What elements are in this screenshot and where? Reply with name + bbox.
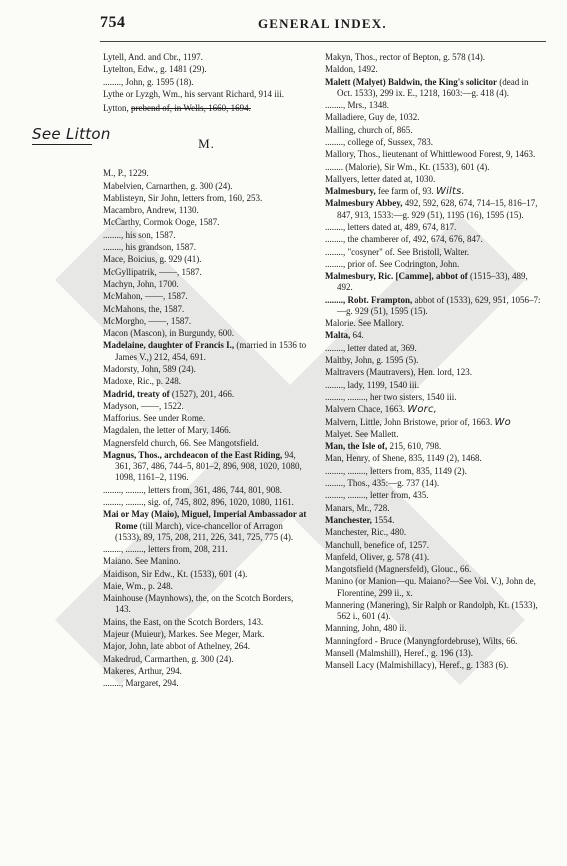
entry-text: ........, his grandson, 1587. (103, 242, 196, 253)
entry-text: ........, prior of. See Codrington, John. (325, 258, 460, 269)
entry-heading: Malmesbury, Ric. [Camme], abbot of (325, 271, 468, 282)
entry-text: Manino (or Manion—qu. Maiano?—See Vol. V.), John de, Florentine, 299 ii., x. (325, 576, 536, 598)
index-entry (325, 330, 545, 341)
entry-text: Mabelvien, Carnarthen, g. 300 (24). (103, 180, 233, 191)
index-entry (325, 64, 545, 75)
index-entry (103, 291, 310, 302)
entry-text: Maidison, Sir Edw., Kt. (1533), 601 (4). (103, 568, 248, 579)
index-entry (325, 648, 545, 659)
index-entry (325, 417, 545, 428)
index-entry (325, 259, 545, 270)
index-entry (103, 413, 310, 424)
entry-text: ........, Thos., 435:—g. 737 (14). (325, 478, 440, 489)
entry-text: Lytelton, Edw., g. 1481 (29). (103, 64, 207, 75)
entry-text: McGyllipatrik, ——, 1587. (103, 266, 202, 277)
index-entry (103, 544, 310, 555)
index-entry (325, 100, 545, 111)
index-entry (325, 380, 545, 391)
entry-text: ........ (Malorie), Sir Wm., Kt. (1533), 601 (4). (325, 161, 490, 172)
index-entry (103, 230, 310, 241)
see-litton-underline (32, 144, 92, 145)
index-entry (103, 569, 310, 580)
index-entry (325, 295, 545, 317)
entry-text: Magnersfeld church, 66. See Mangotsfield. (103, 437, 259, 448)
index-entry (325, 234, 545, 245)
handwritten-note-wilts: Wilts. (435, 186, 465, 198)
entry-text: Manars, Mr., 728. (325, 502, 390, 513)
index-entry (103, 328, 310, 339)
index-entry (325, 660, 545, 671)
index-entry (103, 217, 310, 228)
entry-text: Mains, the East, on the Scotch Borders, 143. (103, 616, 264, 627)
index-entry (103, 509, 310, 543)
entry-text: ........, ........, sig. of, 745, 802, 896, 1020, 1080, 1161. (103, 497, 294, 508)
index-entry (325, 600, 545, 622)
left-column (103, 52, 310, 691)
entry-text: Lytell, And. and Cbr., 1197. (103, 52, 203, 62)
entry-text: Makyn, Thos., rector of Bepton, g. 578 (14). (325, 52, 486, 62)
index-entry (325, 355, 545, 366)
entry-text: Mafforius. See under Rome. (103, 413, 206, 424)
index-entry (325, 490, 545, 501)
entry-text: ........, letters dated at, 489, 674, 817. (325, 221, 457, 232)
index-entry (103, 666, 310, 677)
entry-text: ........, "cosyner" of. See Bristoll, Walter. (325, 246, 470, 257)
entry-text: Mansell (Malmshill), Heref., g. 196 (13). (325, 647, 473, 658)
entry-text: Manningford - Bruce (Manyngfordebruse), Wilts, 66. (325, 635, 518, 646)
index-entry (325, 77, 545, 99)
entry-refs: 64. (350, 330, 364, 341)
index-entry (325, 343, 545, 354)
index-entry (325, 466, 545, 477)
entry-refs: 492, 592, 628, 674, 714–15, 816–17, 847, 913, 1533:—g. 929 (51), 1195 (16), 1595 (15). (337, 198, 538, 220)
entry-text: Maldon, 1492. (325, 64, 378, 75)
entry-text: ........, ........, letter from, 435. (325, 490, 429, 501)
entry-refs: (married in 1536 to James V.,) 212, 454, 691. (115, 340, 307, 362)
entry-heading: Magnus, Thos., archdeacon of the East Riding, (103, 450, 283, 461)
entry-text: Mangotsfield (Magnersfeld), Glouc., 66. (325, 564, 472, 575)
entry-text: Mallyers, letter dated at, 1030. (325, 173, 436, 184)
entry-text: Magdalen, the letter of Mary, 1466. (103, 425, 231, 436)
right-column (325, 52, 545, 673)
entry-text: Madorsty, John, 589 (24). (103, 363, 196, 374)
index-entry (103, 340, 310, 362)
index-entry (325, 623, 545, 634)
entry-text: Malyet. See Mallett. (325, 428, 399, 439)
entry-refs: (till March), vice-chancellor of Arragon (1533), 89, 175, 208, 211, 226, 341, 725, 775 (4). (115, 520, 294, 542)
entry-text: McMahons, the, 1587. (103, 303, 185, 314)
entry-text: ........, letter dated at, 369. (325, 342, 417, 353)
index-entry (325, 576, 545, 598)
entry-text: ........, lady, 1199, 1540 iii. (325, 379, 420, 390)
entry-text: ........, his son, 1587. (103, 229, 176, 240)
index-entry (103, 64, 310, 75)
index-entry (103, 89, 310, 100)
entry-text: Madyson, ——, 1522. (103, 400, 184, 411)
index-entry (325, 137, 545, 148)
index-entry (325, 636, 545, 647)
entry-text: Macambro, Andrew, 1130. (103, 205, 199, 216)
entry-text: Mace, Boicius, g. 929 (41). (103, 254, 202, 265)
page-header (0, 14, 567, 34)
index-entry (103, 438, 310, 449)
index-entry (103, 581, 310, 592)
index-entry (103, 556, 310, 567)
index-entry (103, 364, 310, 375)
index-entry (325, 125, 545, 136)
entry-refs: 1554. (371, 514, 395, 525)
index-entry (325, 174, 545, 185)
handwritten-note-worc: Worc, (407, 404, 438, 416)
entry-text: Manchull, benefice of, 1257. (325, 539, 429, 550)
index-entry (103, 316, 310, 327)
entry-text: Machyn, John, 1700. (103, 278, 179, 289)
entry-text: Malling, church of, 865. (325, 124, 413, 135)
entry-text: McCarthy, Cormok Ooge, 1587. (103, 217, 220, 228)
index-entry (325, 162, 545, 173)
index-entry (325, 186, 545, 197)
entry-text: ........, ........, letters from, 361, 486, 744, 801, 908. (103, 484, 282, 495)
index-entry (103, 401, 310, 412)
index-entry (325, 52, 545, 63)
entry-refs: abbot of (1533), 629, 951, 1056–7:—g. 929 (51), 1595 (15). (337, 294, 541, 316)
entry-text: Makedrud, Carmarthen, g. 300 (24). (103, 653, 234, 664)
index-entry (325, 441, 545, 452)
entry-heading: Malett (Malyet) Baldwin, the King's solicitor (325, 76, 497, 87)
index-entry (325, 515, 545, 526)
index-entry (103, 279, 310, 290)
entry-text: Malvern, Little, John Bristowe, prior of, 1663. (325, 416, 493, 427)
left-top-entries (103, 52, 310, 100)
index-entry (103, 641, 310, 652)
entry-text: Lythe or Lyzgh, Wm., his servant Richard, 914 iii. (103, 88, 285, 99)
index-entry (103, 205, 310, 216)
entry-heading: Man, the Isle of, (325, 441, 388, 452)
entry-text: Mansell Lacy (Malmishillacy), Heref., g. 1383 (6). (325, 660, 509, 671)
entry-text: Mablisteyn, Sir John, letters from, 160, 253. (103, 192, 263, 203)
entry-refs: (1515–33), 489, 492. (337, 271, 528, 293)
entry-text: Maltby, John, g. 1595 (5). (325, 355, 419, 366)
index-entry (325, 112, 545, 123)
entry-text: Malladiere, Guy de, 1032. (325, 112, 420, 123)
entry-heading: Madrid, treaty of (103, 388, 170, 399)
entry-text: M., P., 1229. (103, 168, 149, 179)
entry-refs: (dead in Oct. 1533), 299 ix. E., 1218, 1603:—g. 418 (4). (337, 76, 529, 98)
entry-text: Manchester, Ric., 480. (325, 527, 407, 538)
index-entry (325, 247, 545, 258)
index-entry (103, 450, 310, 484)
entry-text: Manfeld, Oliver, g. 578 (41). (325, 551, 430, 562)
running-head: GENERAL INDEX. (258, 16, 387, 31)
index-entry (103, 678, 310, 689)
entry-text: ........, ........, her two sisters, 1540 iii. (325, 391, 457, 402)
entry-text: Manning, John, 480 ii. (325, 623, 407, 634)
entry-heading: Malmesbury, (325, 186, 376, 197)
index-entry (325, 453, 545, 464)
index-entry (325, 404, 545, 415)
index-entry (103, 77, 310, 88)
entry-text: Majeur (Muieur), Markes. See Meger, Mark. (103, 629, 265, 640)
entry-refs: fee farm of, 93. (375, 186, 434, 197)
entry-text: Macon (Mascon), in Burgundy, 600. (103, 328, 234, 339)
struck-text: prebend of, in Wells, 1660, 1694. (131, 103, 251, 114)
index-entry (103, 376, 310, 387)
entry-text: Maltravers (Mautravers), Hen. lord, 123. (325, 367, 472, 378)
index-entry (325, 527, 545, 538)
index-entry (325, 198, 545, 220)
entry-text: Maie, Wm., p. 248. (103, 580, 173, 591)
index-entry (103, 497, 310, 508)
index-entry (103, 242, 310, 253)
index-entry (103, 168, 310, 179)
index-entry (325, 271, 545, 293)
index-entry (103, 254, 310, 265)
entry-text: ........, the chamberer of, 492, 674, 676, 847. (325, 234, 483, 245)
header-rule (100, 41, 546, 42)
handwritten-see-litton: See Litton (32, 125, 111, 143)
index-entry (103, 52, 310, 63)
section-letter: M. (198, 136, 215, 152)
index-entry (325, 552, 545, 563)
entry-refs: (1527), 201, 466. (169, 388, 235, 399)
index-entry (325, 222, 545, 233)
index-entry (103, 304, 310, 315)
entry-refs: 94, 361, 367, 486, 744–5, 801–2, 896, 908, 1020, 1080, 1098, 1161–2, 1196. (115, 450, 302, 483)
entry-heading: Mai or May (Maio), Miguel, Imperial Ambassador at Rome (103, 509, 307, 531)
entry-text: Maiano. See Manino. (103, 556, 181, 567)
left-m-entries (103, 168, 310, 689)
entry-heading: Manchester, (325, 514, 372, 525)
page-number: 754 (100, 14, 126, 31)
right-entries (325, 52, 545, 671)
index-entry-lytton: Lytton, prebend of, in Wells, 1660, 1694. (103, 103, 251, 114)
index-entry (325, 564, 545, 575)
handwritten-note-wo: Wo (494, 416, 511, 428)
entry-text: ........, John, g. 1595 (18). (103, 76, 194, 87)
index-entry (103, 654, 310, 665)
entry-text: ........, Mrs., 1348. (325, 100, 390, 111)
index-entry (103, 193, 310, 204)
entry-text: ........, ........, letters from, 208, 211. (103, 544, 228, 555)
index-entry (103, 389, 310, 400)
index-entry (103, 629, 310, 640)
entry-heading: ........, Robt. Frampton, (325, 294, 413, 305)
entry-text: ........, ........, letters from, 835, 1149 (2). (325, 465, 467, 476)
entry-heading: Malta, (325, 330, 351, 341)
entry-text: Madoxe, Ric., p. 248. (103, 376, 181, 387)
index-entry (103, 593, 310, 615)
entry-text: Malorie. See Mallory. (325, 318, 404, 329)
entry-text: McMorgho, ——, 1587. (103, 315, 192, 326)
index-entry (103, 181, 310, 192)
entry-text: McMahon, ——, 1587. (103, 291, 188, 302)
index-entry (325, 149, 545, 160)
entry-refs: 215, 610, 798. (387, 441, 442, 452)
entry-text: ........, Margaret, 294. (103, 678, 179, 689)
entry-text: Major, John, late abbot of Athelney, 264. (103, 641, 251, 652)
index-entry (103, 617, 310, 628)
index-entry (325, 318, 545, 329)
index-entry (325, 540, 545, 551)
entry-text: Malvern Chace, 1663. (325, 404, 405, 415)
index-entry (325, 503, 545, 514)
entry-heading: Madelaine, daughter of Francis I., (103, 340, 235, 351)
entry-text: Man, Henry, of Shene, 835, 1149 (2), 1468. (325, 453, 482, 464)
index-entry (103, 485, 310, 496)
entry-text: Mallory, Thos., lieutenant of Whittlewood Forest, 9, 1463. (325, 149, 536, 160)
entry-text: Mannering (Manering), Sir Ralph or Randolph, Kt. (1533), 562 i., 601 (4). (325, 599, 538, 622)
index-entry (325, 367, 545, 378)
entry-text: ........, college of, Sussex, 783. (325, 136, 433, 147)
index-entry (103, 425, 310, 436)
index-entry (325, 429, 545, 440)
entry-text: Makeres, Arthur, 294. (103, 665, 182, 676)
index-entry (325, 478, 545, 489)
index-entry (103, 267, 310, 278)
entry-text: Mainhouse (Maynhows), the, on the Scotch Borders, 143. (103, 593, 294, 615)
entry-heading: Malmesbury Abbey, (325, 198, 403, 209)
index-entry (325, 392, 545, 403)
